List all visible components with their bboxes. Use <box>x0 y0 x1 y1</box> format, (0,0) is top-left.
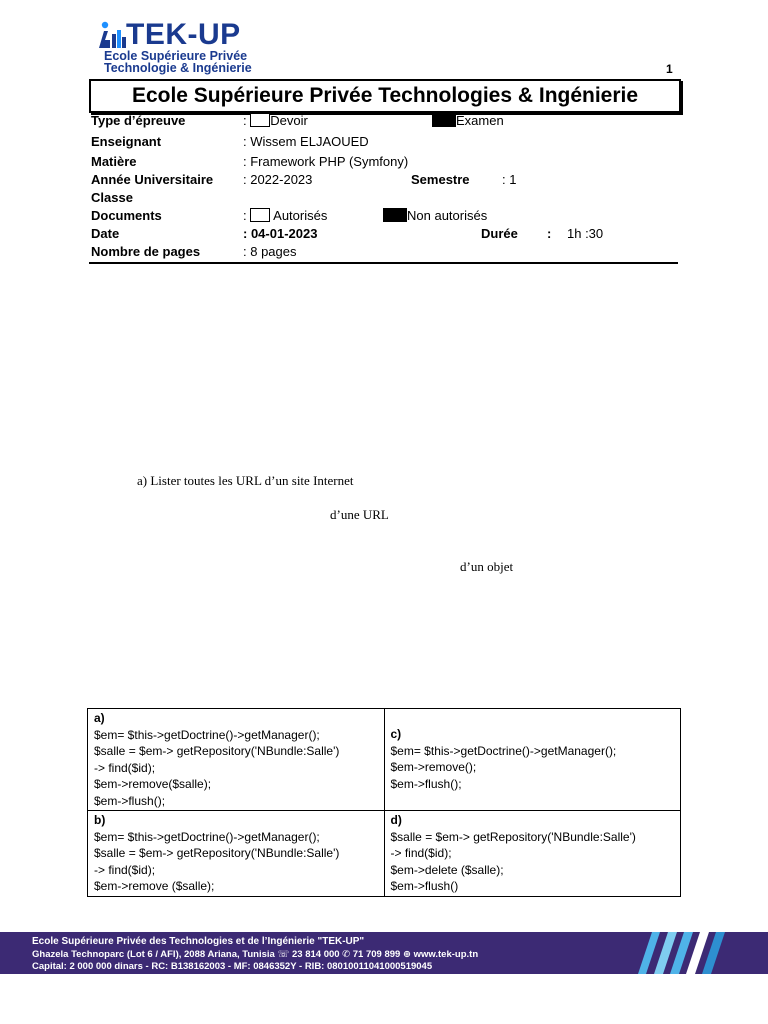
documents-colon: : <box>243 208 247 223</box>
date-value: : 04-01-2023 <box>243 226 318 241</box>
classe-label: Classe <box>91 190 133 205</box>
logo-tagline-2: Technologie & Ingénierie <box>104 61 252 75</box>
question-a-line: a) Lister toutes les URL d’un site Internet <box>137 473 354 488</box>
option-a-label: a) <box>94 711 105 725</box>
semestre-label: Semestre <box>411 172 470 187</box>
fragment-url: d’une URL <box>330 507 389 522</box>
footer-stripes-icon <box>630 932 768 974</box>
table-row <box>88 709 681 811</box>
footer-legal: Capital: 2 000 000 dinars - RC: B138162003 - MF: 0846352Y - RIB: 08010011041000519045 <box>32 961 433 972</box>
examen-checkbox <box>432 113 456 127</box>
option-d-line: $em->delete ($salle); <box>390 862 504 877</box>
page-number: 1 <box>666 62 673 76</box>
option-a-line: $salle = $em-> getRepository('NBundle:Salle') <box>94 744 340 758</box>
footer-school-name: Ecole Supérieure Privée des Technologies et de l’Ingénierie "TEK-UP" <box>32 936 365 947</box>
option-b-line: $em->remove ($salle); <box>94 879 215 893</box>
autorises-checkbox <box>250 208 270 222</box>
non-autorises-label: Non autorisés <box>407 208 488 223</box>
option-b-cell <box>88 811 385 897</box>
pages-value: : 8 pages <box>243 244 297 259</box>
tek-up-logo <box>96 18 296 76</box>
footer-address: Ghazela Technoparc (Lot 6 / AFI), 2088 Ariana, Tunisia ☏ 23 814 000 ✆ 71 709 899 ⊕ www.tek-up.tn <box>32 949 479 960</box>
fragment-objet: d’un objet <box>460 559 514 574</box>
logo-tagline-1: Ecole Supérieure Privée <box>104 49 248 63</box>
annee-value: : 2022-2023 <box>243 172 313 187</box>
documents-label: Documents <box>91 208 162 223</box>
option-a-line: -> find($id); <box>94 760 156 775</box>
duree-label: Durée <box>481 226 518 241</box>
enseignant-value: : Wissem ELJAOUED <box>243 134 369 149</box>
option-b-label: b) <box>94 813 106 827</box>
option-a-line: $em->flush(); <box>94 793 166 808</box>
annee-label: Année Universitaire <box>91 172 214 187</box>
non-autorises-checkbox <box>383 208 407 222</box>
option-d-label: d) <box>390 813 402 827</box>
pages-label: Nombre de pages <box>91 244 201 259</box>
type-colon: : <box>243 113 247 128</box>
enseignant-label: Enseignant <box>91 134 162 149</box>
autorises-label: Autorisés <box>273 208 328 223</box>
option-d-line: $salle = $em-> getRepository('NBundle:Salle') <box>390 829 636 844</box>
option-d-line: -> find($id); <box>390 846 452 860</box>
option-b-line: $em= $this->getDoctrine()->getManager(); <box>94 829 320 844</box>
option-d-cell <box>384 811 681 897</box>
type-row <box>243 113 308 129</box>
options-table <box>87 708 681 897</box>
option-a-line: $em= $this->getDoctrine()->getManager(); <box>94 727 320 742</box>
examen-label: Examen <box>456 113 504 128</box>
option-d-line: $em->flush() <box>390 879 459 893</box>
logo-mark-icon <box>96 20 130 50</box>
option-a-cell <box>88 709 385 811</box>
semestre-value: : 1 <box>502 172 517 187</box>
option-b-line: $salle = $em-> getRepository('NBundle:Salle') <box>94 846 340 860</box>
option-c-line: $em->flush(); <box>390 776 462 791</box>
matiere-value: : Framework PHP (Symfony) <box>243 154 409 169</box>
devoir-checkbox <box>250 113 270 127</box>
table-row <box>88 811 681 897</box>
non-autorises-row <box>383 208 487 224</box>
devoir-label: Devoir <box>270 113 308 128</box>
option-a-line: $em->remove($salle); <box>94 777 212 791</box>
documents-row <box>243 208 327 224</box>
matiere-label: Matière <box>91 154 137 169</box>
type-label: Type d’épreuve <box>91 113 186 128</box>
footer-bar <box>0 932 768 974</box>
option-c-cell <box>384 709 681 811</box>
option-c-line: $em->remove(); <box>390 760 477 774</box>
duree-colon: : <box>547 226 552 241</box>
date-label: Date <box>91 226 120 241</box>
info-divider <box>89 262 678 264</box>
examen-row <box>432 113 504 129</box>
school-title: Ecole Supérieure Privée Technologies & Ingénierie <box>89 79 681 113</box>
option-b-line: -> find($id); <box>94 862 156 877</box>
logo-brand: TEK-UP <box>126 18 241 51</box>
duree-value: 1h :30 <box>567 226 604 241</box>
option-c-label: c) <box>390 727 402 741</box>
option-c-line: $em= $this->getDoctrine()->getManager(); <box>390 743 617 758</box>
